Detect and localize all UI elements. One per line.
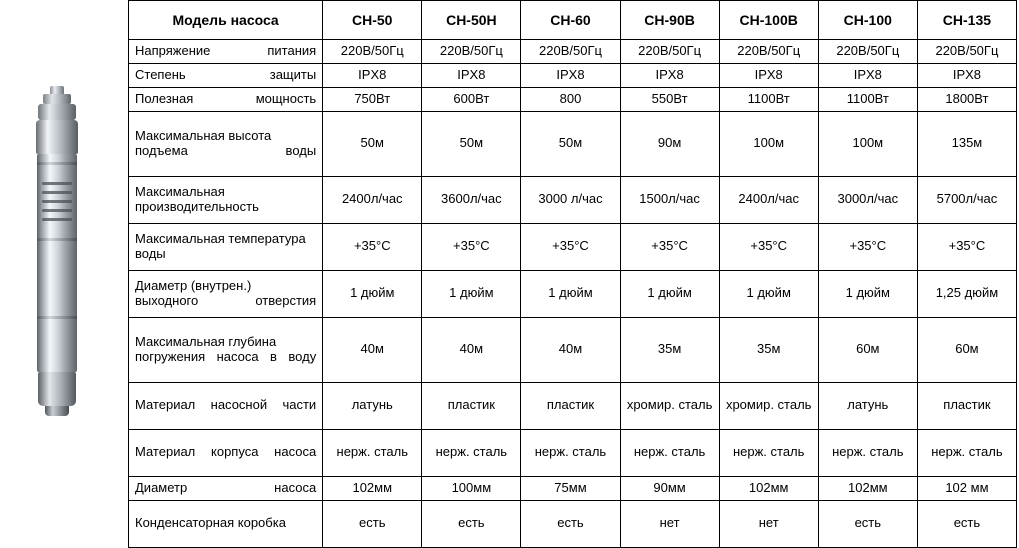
cell-value: 50м [521, 111, 620, 176]
cell-value: 1 дюйм [521, 270, 620, 317]
cell-value: 102мм [719, 476, 818, 500]
cell-value: 3000 л/час [521, 176, 620, 223]
cell-value: нерж. сталь [422, 429, 521, 476]
cell-value: 50м [422, 111, 521, 176]
cell-value: нерж. сталь [323, 429, 422, 476]
cell-value: нерж. сталь [521, 429, 620, 476]
table-body [129, 40, 1017, 548]
cell-value: 40м [422, 317, 521, 382]
cell-value: 75мм [521, 476, 620, 500]
header-model-1: СН-50Н [422, 1, 521, 40]
cell-value: 1800Вт [917, 87, 1016, 111]
row-label: Максимальная температура воды [129, 223, 323, 270]
row-label: Максимальная глубина погружения насоса в воду [129, 317, 323, 382]
cell-value: 220В/50Гц [620, 40, 719, 64]
cell-value: 5700л/час [917, 176, 1016, 223]
cell-value: 40м [521, 317, 620, 382]
cell-value: 50м [323, 111, 422, 176]
header-model-3: СН-90В [620, 1, 719, 40]
header-model-2: СН-60 [521, 1, 620, 40]
row-label: Напряжение питания [129, 40, 323, 64]
cell-value: 3600л/час [422, 176, 521, 223]
row-label: Материал корпуса насоса [129, 429, 323, 476]
cell-value: 750Вт [323, 87, 422, 111]
cell-value: 220В/50Гц [422, 40, 521, 64]
cell-value: +35°С [719, 223, 818, 270]
cell-value: есть [521, 500, 620, 547]
cell-value: есть [917, 500, 1016, 547]
row-label: Максимальная высота подъема воды [129, 111, 323, 176]
cell-value: пластик [917, 382, 1016, 429]
row-label: Полезная мощность [129, 87, 323, 111]
cell-value: 60м [818, 317, 917, 382]
table-row [129, 476, 1017, 500]
cell-value: 100мм [422, 476, 521, 500]
cell-value: +35°С [521, 223, 620, 270]
pump-motor-base [38, 372, 76, 406]
cell-value: 1,25 дюйм [917, 270, 1016, 317]
cell-value: 1100Вт [719, 87, 818, 111]
table-header-row [129, 1, 1017, 40]
cell-value: 220В/50Гц [323, 40, 422, 64]
pump-band-lower [37, 316, 77, 319]
cell-value: 1500л/час [620, 176, 719, 223]
table-row [129, 40, 1017, 64]
cell-value: пластик [422, 382, 521, 429]
cell-value: хромир. сталь [620, 382, 719, 429]
cell-value: 2400л/час [719, 176, 818, 223]
cell-value: латунь [818, 382, 917, 429]
cell-value: нерж. сталь [818, 429, 917, 476]
pump-band-middle [37, 238, 77, 241]
cell-value: +35°С [422, 223, 521, 270]
cell-value: 220В/50Гц [521, 40, 620, 64]
cell-value: 60м [917, 317, 1016, 382]
row-label: Конденсаторная коробка [129, 500, 323, 547]
pump-intake-slots [42, 182, 72, 226]
pump-collar [38, 104, 76, 120]
cell-value: нет [719, 500, 818, 547]
submersible-pump-image [28, 86, 86, 416]
header-model-6: СН-135 [917, 1, 1016, 40]
cell-value: пластик [521, 382, 620, 429]
cell-value: нерж. сталь [917, 429, 1016, 476]
header-model-4: СН-100В [719, 1, 818, 40]
cell-value: 35м [719, 317, 818, 382]
cell-value: IPX8 [719, 63, 818, 87]
header-model-0: СН-50 [323, 1, 422, 40]
cell-value: латунь [323, 382, 422, 429]
cell-value: IPX8 [818, 63, 917, 87]
pump-cap [50, 86, 64, 94]
row-label: Максимальная производительность [129, 176, 323, 223]
table-row [129, 223, 1017, 270]
header-model-5: СН-100 [818, 1, 917, 40]
cell-value: 3000л/час [818, 176, 917, 223]
table-row [129, 317, 1017, 382]
row-label: Степень защиты [129, 63, 323, 87]
cell-value: нерж. сталь [620, 429, 719, 476]
cell-value: 90м [620, 111, 719, 176]
pump-band-upper [37, 162, 77, 165]
cell-value: 102 мм [917, 476, 1016, 500]
cell-value: 90мм [620, 476, 719, 500]
cell-value: 102мм [818, 476, 917, 500]
table-row [129, 176, 1017, 223]
cell-value: +35°С [917, 223, 1016, 270]
cell-value: хромир. сталь [719, 382, 818, 429]
header-model-label: Модель насоса [129, 1, 323, 40]
cell-value: есть [818, 500, 917, 547]
cell-value: 1 дюйм [719, 270, 818, 317]
cell-value: 135м [917, 111, 1016, 176]
cell-value: +35°С [620, 223, 719, 270]
cell-value: 220В/50Гц [917, 40, 1016, 64]
cell-value: +35°С [323, 223, 422, 270]
cell-value: IPX8 [521, 63, 620, 87]
cell-value: 100м [818, 111, 917, 176]
cell-value: 2400л/час [323, 176, 422, 223]
cell-value: 1 дюйм [620, 270, 719, 317]
cell-value: есть [422, 500, 521, 547]
cell-value: +35°С [818, 223, 917, 270]
row-label: Диаметр (внутрен.) выходного отверстия [129, 270, 323, 317]
cell-value: 40м [323, 317, 422, 382]
cell-value: есть [323, 500, 422, 547]
cell-value: 220В/50Гц [719, 40, 818, 64]
pump-image-column [0, 0, 128, 504]
cell-value: 1100Вт [818, 87, 917, 111]
cell-value: 1 дюйм [818, 270, 917, 317]
specification-table-wrap [128, 0, 1019, 548]
cell-value: IPX8 [422, 63, 521, 87]
pump-neck [43, 94, 71, 104]
cell-value: нерж. сталь [719, 429, 818, 476]
table-row [129, 500, 1017, 547]
row-label: Диаметр насоса [129, 476, 323, 500]
table-row [129, 382, 1017, 429]
cell-value: IPX8 [620, 63, 719, 87]
cell-value: 1 дюйм [422, 270, 521, 317]
cell-value: 800 [521, 87, 620, 111]
pump-foot [45, 406, 69, 416]
row-label: Материал насосной части [129, 382, 323, 429]
cell-value: IPX8 [917, 63, 1016, 87]
cell-value: 600Вт [422, 87, 521, 111]
cell-value: нет [620, 500, 719, 547]
pump-head [36, 120, 78, 154]
cell-value: 102мм [323, 476, 422, 500]
table-row [129, 87, 1017, 111]
table-row [129, 270, 1017, 317]
cell-value: 100м [719, 111, 818, 176]
table-row [129, 111, 1017, 176]
cell-value: 220В/50Гц [818, 40, 917, 64]
cell-value: IPX8 [323, 63, 422, 87]
table-row [129, 429, 1017, 476]
table-row [129, 63, 1017, 87]
cell-value: 550Вт [620, 87, 719, 111]
cell-value: 35м [620, 317, 719, 382]
specification-table [128, 0, 1017, 548]
cell-value: 1 дюйм [323, 270, 422, 317]
